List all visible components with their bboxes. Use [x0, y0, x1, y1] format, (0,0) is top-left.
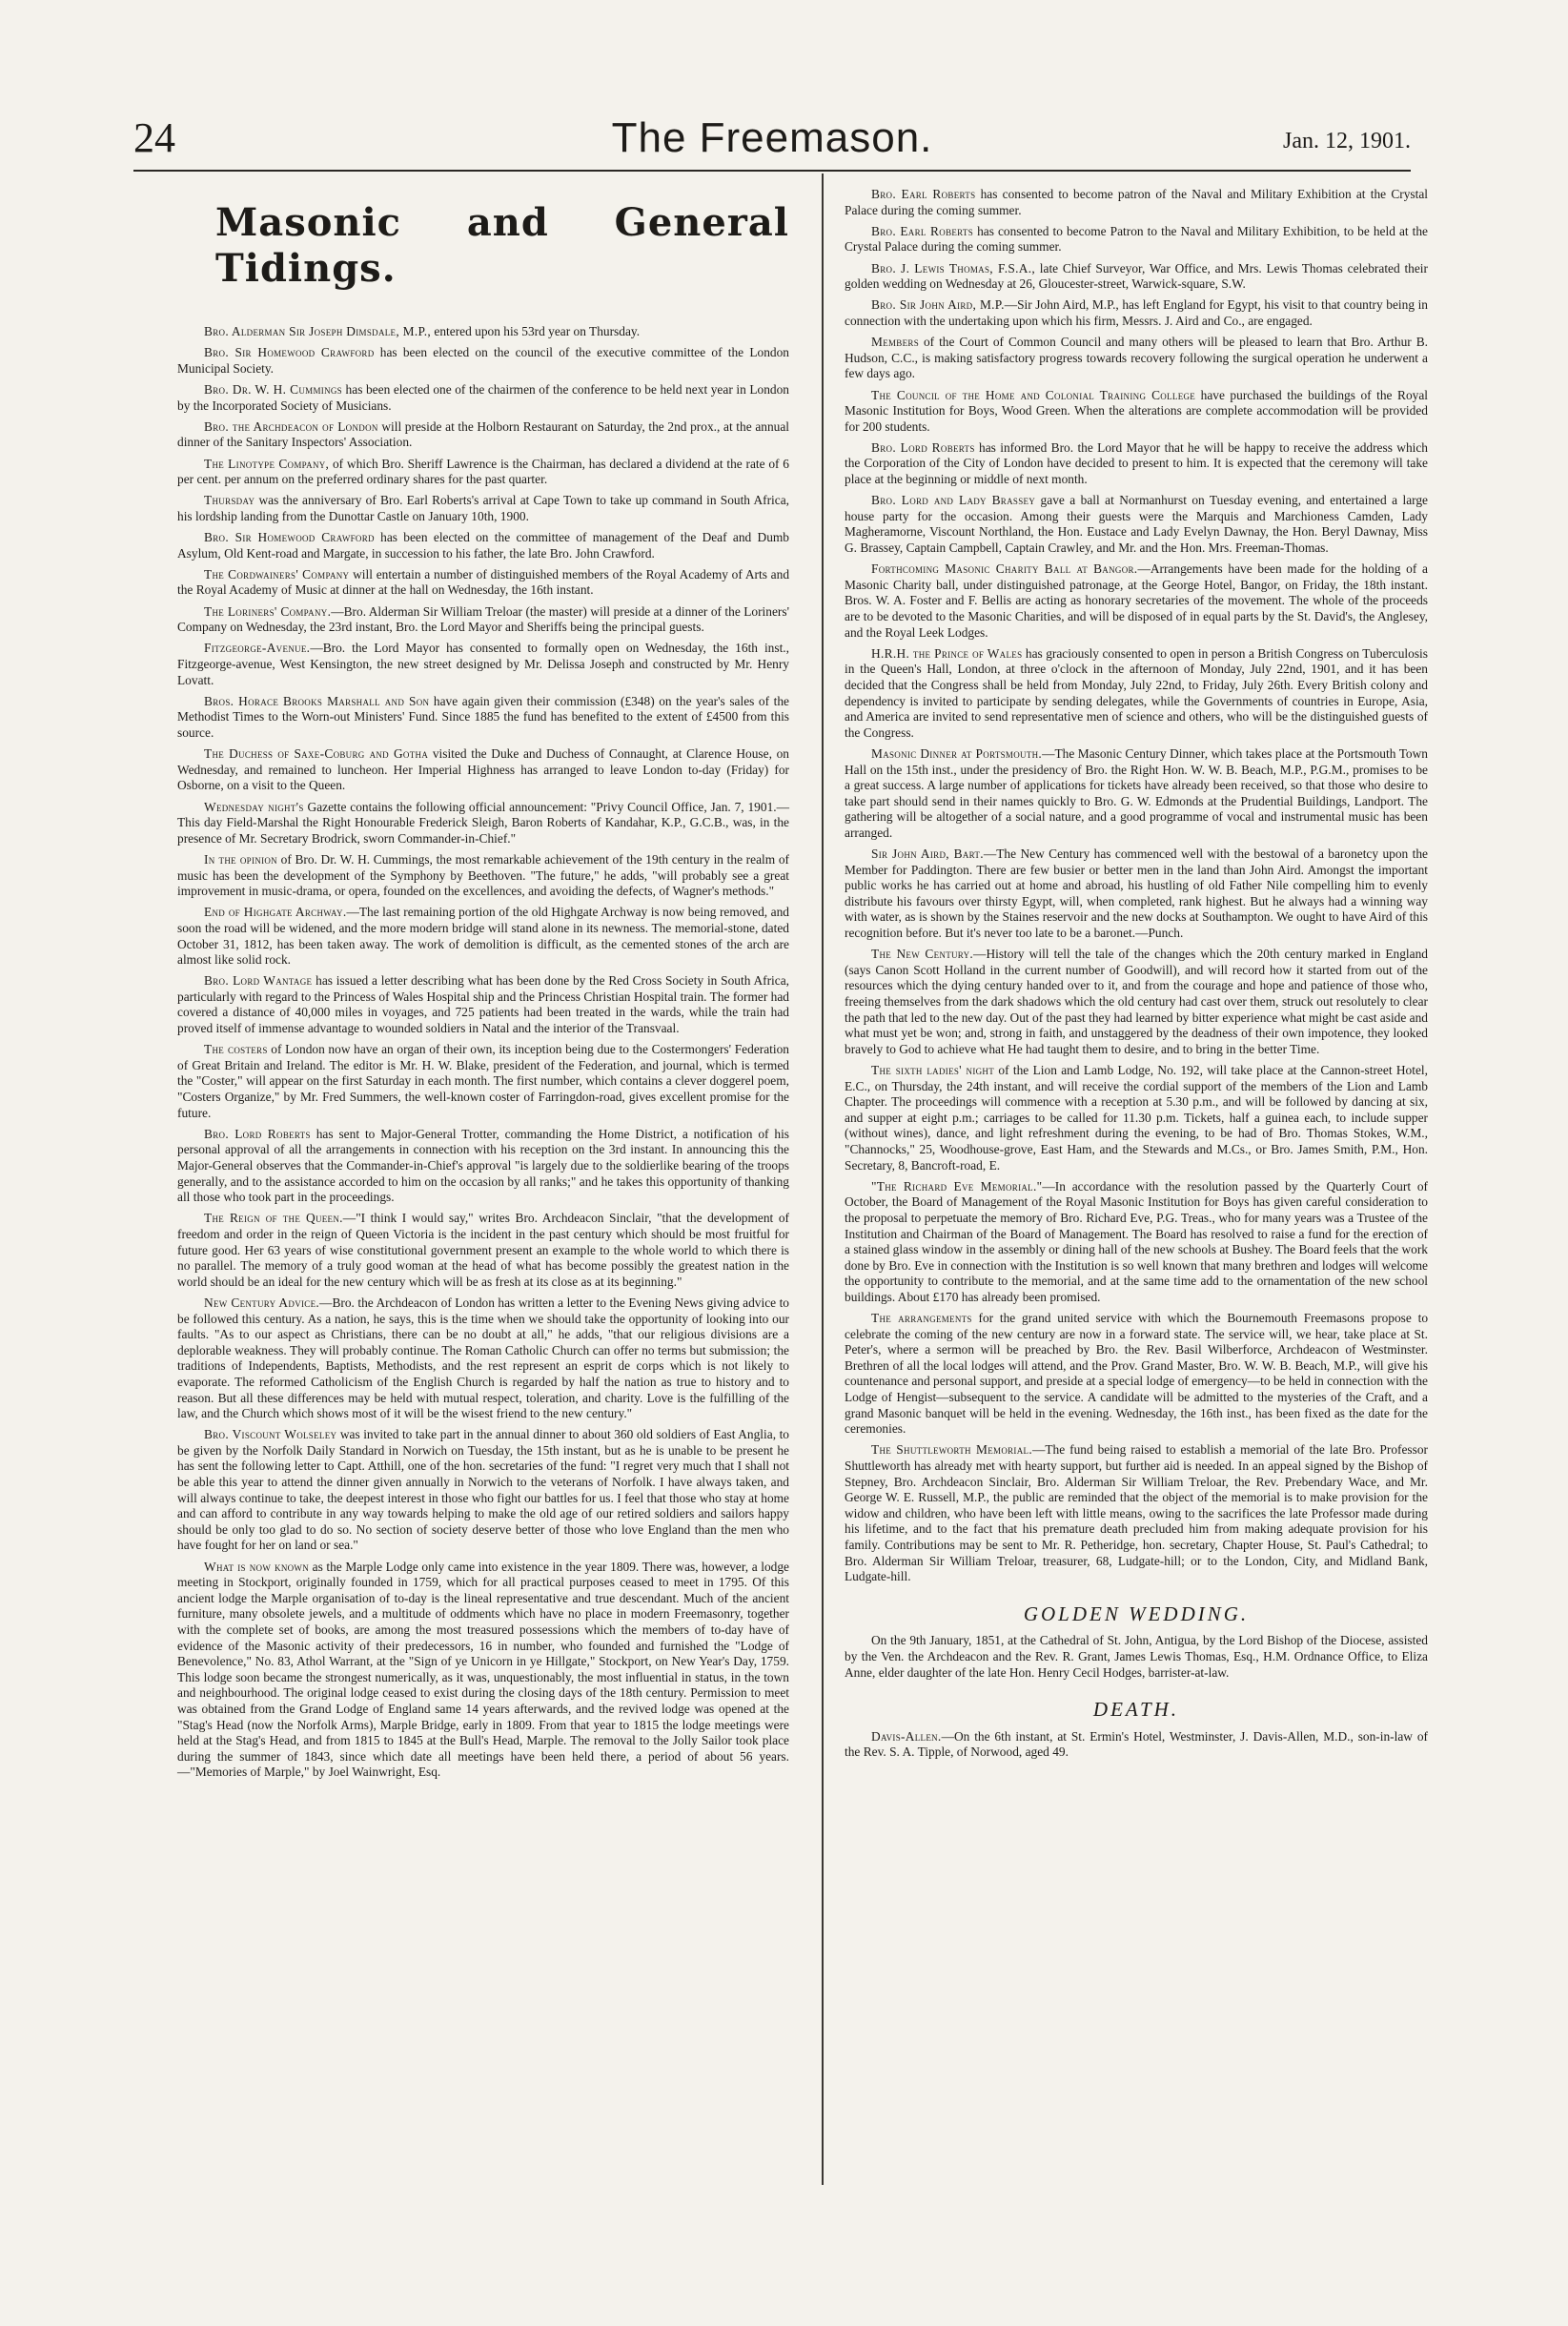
news-item	[177, 746, 789, 794]
item-text: has been elected one of the chairmen of the conference to be held next year in London by the Incorporated Society of Musicians.	[177, 381, 790, 413]
news-item	[177, 1560, 789, 1781]
item-lead: The Cordwainers' Company	[204, 566, 350, 582]
news-item	[177, 1127, 789, 1206]
item-lead: Bro. Dr. W. H. Cummings	[204, 381, 342, 397]
news-item	[845, 224, 1428, 255]
item-text: has been elected on the committee of management of the Deaf and Dumb Asylum, Old Kent-road and Margate, in succession to his father, the late Bro. John Crawford.	[177, 530, 789, 561]
item-text: —Bro. Alderman Sir William Treloar (the master) will preside at a dinner of the Loriners' Company on Wednesday, the 23rd instant, Bro. the Lord Mayor and Sheriffs being the principal guests.	[177, 603, 789, 635]
news-item	[177, 905, 789, 968]
item-text: —Bro. the Archdeacon of London has written a letter to the Evening News giving advice to be followed this century. As a nation, he says, this is the time when we should take the opportunity of looking into our faults. "As to our aspect as Christians, there can be no doubt at all," he adds, "that our religious divisions are a deplorable weakness. They will probably continue. The Roman Catholic Church can offer no terms but submission; the traditions of Independents, Baptists, Methodists, and the rest represent an esprit de corps which is not likely to evaporate. The reformed Catholicism of the English Church is regarded by half the nation as true to history and to reason. But all these differences may be held with mutual respect, toleration, and charity. Love is the fulfilling of the law, and the Church which shows most of it will be the wisest friend to the new century."	[177, 1295, 789, 1421]
item-lead: Bro. Viscount Wolseley	[204, 1427, 337, 1442]
news-item	[177, 1296, 789, 1422]
news-item	[177, 1427, 789, 1554]
news-item	[845, 1063, 1428, 1173]
news-item	[845, 847, 1428, 942]
item-lead: Bro. Sir Homewood Crawford	[204, 345, 375, 360]
item-text: has graciously consented to open in person a British Congress on Tuberculosis in the Queen's Hall, London, at three o'clock in the afternoon of Monday, July 22nd, 1901, and it has been decided that the Congress shall be held from Monday, July 22nd, to Friday, July 26th. Every British colony and dependency is invited to participate by sending delegates, while the Governments of countries in Europe, Asia, and America are invited to send representative men of science and others, who will be the distinguished guests of the Congress.	[845, 645, 1428, 740]
item-text: —The last remaining portion of the old Highgate Archway is now being removed, and soon the road will be widened, and the more modern bridge will stand alone in its newness. The memorial-stone, dated October 31, 1812, has been taken away. The work of demolition is difficult, as the cemented stones of the arch are almost like solid rock.	[177, 905, 789, 968]
news-item	[177, 852, 789, 900]
news-item	[845, 335, 1428, 382]
item-text: —History will tell the tale of the changes which the 20th century marked in England (says Canon Scott Holland in the current number of Goodwill), and will record how it started from out of the resources which the dying century handed over to it, and from the courage and hope and patience of those who, freeing themselves from the dark shadows which the old century had cast over them, struck out resolutely to clear the path that led to the new day. Out of the past they had learned by bitter experience what might be cast aside and what must yet be won; and, strong in faith, and unstaggered by the deadness of their own impotence, they looked bravely to God to achieve what He had taught them to desire, and to bring in the better Time.	[845, 947, 1428, 1056]
item-text: of the Lion and Lamb Lodge, No. 192, will take place at the Cannon-street Hotel, E.C., on Thursday, the 24th instant, and will receive the cordial support of the members of the Lion and Lamb Chapter. The proceedings will commence with a reception at 5.30 p.m., and will be followed by dancing at six, and supper at eight p.m.; carriages to be called for 11.30 p.m. Tickets, half a guinea each, to include supper (without wines), dance, and light refreshment during the evening, to be had of Bro. Thomas Stokes, W.M., "Channocks," 25, Woodhouse-grove, East Ham, and the Stewards and M.Cs., or Bro. James Smith, P.M., Hon. Secretary, 8, Bancroft-road, E.	[845, 1063, 1428, 1173]
news-item	[845, 1311, 1428, 1438]
item-text: Gazette contains the following official announcement: "Privy Council Office, Jan. 7, 1901.—This day Field-Marshal the Right Honourable Frederick Sleigh, Baron Roberts of Kandahar, K.P., G.C.B., was, in the presence of Mr. Secretary Brodrick, sworn Commander-in-Chief."	[177, 799, 790, 846]
column-divider	[822, 173, 824, 2185]
item-text: has consented to become Patron to the Naval and Military Exhibition, to be held at the Crystal Palace during the coming summer.	[845, 223, 1428, 255]
item-text: entered upon his 53rd year on Thursday.	[431, 324, 641, 338]
item-text: —The Masonic Century Dinner, which takes place at the Portsmouth Town Hall on the 15th inst., under the presidency of Bro. the Right Hon. W. W. B. Beach, M.P., P.G.M., promises to be a great success. A large number of applications for tickets have already been received, so that those who desire to take part should send in their names quickly to Bro. G. W. Edmonds at the Prudential Buildings, Landport. The gathering will be altogether of a social nature, and a good programme of vocal and instrumental music has been arranged.	[845, 745, 1428, 840]
news-item	[845, 440, 1428, 488]
page-number: 24	[133, 114, 175, 161]
item-lead: The sixth ladies' night	[871, 1063, 995, 1077]
news-item	[177, 345, 789, 377]
item-text: —The New Century has commenced well with the bestowal of a baronetcy upon the Member for Paddington. There are few busier or better men in the land than John Aird. Amongst the important public works he has carried out at home and abroad, his hustling of old Father Nile compelling him to evenly distribute his favours over thirsty Egypt, will, when completed, rank highest. But he always had a winning way with water, as is shown by the Staines reservoir and the new docks at Southampton. We ought to have Aird of this recognition before. But it's never too late to be a baronet.—Punch.	[845, 847, 1428, 941]
item-lead: Masonic Dinner at Portsmouth.	[871, 745, 1043, 761]
masthead	[133, 112, 1411, 164]
news-item	[845, 388, 1428, 436]
item-lead: Bro. Lord and Lady Brassey	[871, 493, 1036, 508]
item-lead: Bro. J. Lewis Thomas, F.S.A.,	[871, 260, 1035, 275]
news-item	[177, 1211, 789, 1290]
issue-date: Jan. 12, 1901.	[1283, 129, 1411, 153]
section-title: Masonic and General Tidings.	[215, 200, 789, 291]
item-lead: The Linotype Company,	[204, 456, 330, 471]
item-text: —Arrangements have been made for the holding of a Masonic Charity ball, under distinguished patronage, at the George Hotel, Bangor, on Friday, the 18th instant. Bros. W. A. Foster and F. Bellis are acting as honorary secretaries of the movement. The whole of the proceeds are to be devoted to the Masonic Charities, and will be disposed of in equal parts by the St. David's, the Anglesey, and the Royal Leek Lodges.	[845, 561, 1428, 640]
news-item	[845, 561, 1428, 641]
item-lead: End of Highgate Archway.	[204, 905, 347, 920]
item-lead: The Council of the Home and Colonial Training College	[871, 387, 1196, 402]
item-text: —"I think I would say," writes Bro. Archdeacon Sinclair, "that the development of freedom and order in the reign of Queen Victoria is the incident in the past century which should be most fruitful for future good. Her 63 years of wise constitutional government present an example to the whole world to which there is no parallel. The memory of a truly good woman at the head of what has become possibly the greatest nation in the world should be an ideal for the new century which will be as fresh at its close as at its beginning."	[177, 1211, 789, 1289]
item-text: gave a ball at Normanhurst on Tuesday evening, and entertained a large house party for the occasion. Among their guests were the Marquis and Marchioness Camden, Lady Magheramorne, Viscount Northland, the Hon. Eustace and Lady Evelyn Dawnay, the Hon. Beryl Dawnay, Miss G. Brassey, Captain Campbell, Captain Crawley, and Mr. and the Hon. Mrs. Freeman-Thomas.	[845, 493, 1428, 556]
item-text: visited the Duke and Duchess of Connaught, at Clarence House, on Wednesday, and remained to luncheon. Her Imperial Highness has arranged to leave London to-day (Friday) for Osborne, on a visit to the Queen.	[177, 746, 789, 793]
item-lead: Bro. Lord Wantage	[204, 973, 313, 989]
news-item	[177, 324, 789, 340]
item-lead: H.R.H. the Prince of Wales	[871, 645, 1023, 661]
item-lead: Fitzgeorge-Avenue.	[204, 641, 311, 656]
item-lead: What is now known	[204, 1559, 310, 1574]
item-lead: The arrangements	[871, 1311, 972, 1326]
left-column	[177, 177, 789, 1786]
item-lead: Bro. the Archdeacon of London	[204, 418, 378, 434]
item-lead: In the opinion	[204, 851, 277, 867]
golden-wedding-notice: On the 9th January, 1851, at the Cathedral of St. John, Antigua, by the Lord Bishop of the Diocese, assisted by the Ven. the Archdeacon and the Rev. R. Grant, James Lewis Thomas, Esq., H.M. Ordnance Office, to Eliza Anne, elder daughter of the late Hon. Henry Cecil Hodges, barrister-at-law.	[845, 1633, 1428, 1680]
news-item	[845, 187, 1428, 218]
news-item	[177, 973, 789, 1036]
item-lead: The Loriners' Company.	[204, 603, 332, 619]
news-item	[177, 493, 789, 524]
item-lead: The Duchess of Saxe-Coburg and Gotha	[204, 746, 429, 762]
item-lead: The New Century.	[871, 947, 974, 962]
news-item	[177, 567, 789, 599]
news-item	[177, 694, 789, 742]
news-item	[177, 641, 789, 688]
news-item	[177, 457, 789, 488]
news-item	[845, 261, 1428, 293]
item-text: has issued a letter describing what has been done by the Red Cross Society in South Africa, particularly with regard to the Princess of Wales Hospital ship and the Princess Christian Hospital train. The former had covered a distance of 40,000 miles in voyages, and 725 patients had been treated in the wards, while the train had proved itself of immense advantage to wounded soldiers in Natal and the interior of the Transvaal.	[177, 973, 789, 1036]
item-lead: Bro. Lord Roberts	[204, 1126, 311, 1141]
item-lead: Bro. Lord Roberts	[871, 439, 975, 455]
item-text: have purchased the buildings of the Royal Masonic Institution for Boys, Wood Green. When the alterations are complete accommodation will be provided for 200 students.	[845, 387, 1429, 434]
death-notice	[845, 1729, 1428, 1761]
item-text: has sent to Major-General Trotter, commanding the Home District, a notification of his personal approval of all the arrangements in connection with his reception on the 3rd instant. In announcing this the Major-General observes that the Commander-in-Chief's approval "is largely due to the soldierlike bearing of the troops generally, and to the assistance accorded to him on the occasion by all ranks;" and he takes this opportunity of thanking all those who took part in the proceedings.	[177, 1126, 790, 1205]
death-notice-text: —On the 6th instant, at St. Ermin's Hotel, Westminster, J. Davis-Allen, M.D., son-in-law of the Rev. S. A. Tipple, of Norwood, aged 49.	[845, 1728, 1428, 1760]
item-lead: Bro. Earl Roberts	[871, 187, 976, 201]
news-item	[177, 419, 789, 451]
item-text: —The fund being raised to establish a memorial of the late Bro. Professor Shuttleworth has already met with hearty support, but further aid is needed. In an appeal signed by the Bishop of Stepney, Bro. Archdeacon Sinclair, Bro. Alderman Sir William Treloar, the Rev. Prebendary Wace, and Mr. George W. E. Russell, M.P., the public are reminded that the object of the memorial is to make provision for the widow and children, who have been left with little means, owing to the sacrifices the late Professor made during his lifetime, and to the fact that his premature death precluded him from making adequate provision for his family. Contributions may be sent to Mr. R. Petheridge, hon. secretary, Chapter House, St. Paul's Cathedral; to Bro. Alderman Sir William Treloar, treasurer, 68, Ludgate-hill; or to the London, City, and Midland Bank, Ludgate-hill.	[845, 1442, 1428, 1584]
item-lead: The costers	[204, 1042, 268, 1057]
news-item	[845, 297, 1428, 329]
item-lead: Wednesday night's	[204, 799, 304, 814]
item-text: have again given their commission (£348) on the year's sales of the Methodist Times to the Worn-out Ministers' Fund. Since 1885 the fund has benefited to the extent of £4500 from this source.	[177, 693, 789, 740]
item-text: was the anniversary of Bro. Earl Roberts's arrival at Cape Town to take up command in South Africa, his lordship landing from the Dunottar Castle on January 10th, 1900.	[177, 493, 789, 523]
item-lead: New Century Advice.	[204, 1295, 320, 1310]
news-item	[177, 800, 789, 847]
news-item	[845, 1179, 1428, 1306]
item-lead: The Shuttleworth Memorial.	[871, 1442, 1032, 1458]
item-text: has been elected on the council of the executive committee of the London Municipal Society.	[177, 345, 789, 376]
item-text: as the Marple Lodge only came into existence in the year 1809. There was, however, a lodge meeting in Stockport, originally founded in 1759, which for all practical purposes ceased to meet in 1795. Of this ancient lodge the Marple organisation of to-day is the lineal representative and true descendant. Much of the ancient furniture, many obsolete jewels, and a multitude of oddments which have no place in modern Freemasonry, together with the complete set of books, are among the most treasured possessions which the members of to-day have of evidence of the Masonic activity of their predecessors, 16 in number, who founded and furnished the "Lodge of Benevolence," No. 83, Athol Warrant, at the "Sign of ye Unicorn in ye Hillgate," Stockport, on New Year's Day, 1759. This lodge soon became the strongest numerically, as it was, unquestionably, the most influential in status, in the town and neighbourhood. The original lodge ceased to exist during the closing days of the 18th century. Permission to meet was obtained from the Grand Lodge of England same 14 years afterwards, and the revived lodge was opened at the "Stag's Head (now the Norfolk Arms), Marple Bridge, early in 1809. From that year to 1815 the lodge meetings were held at the Stag's Head, and from 1815 to 1845 at the Bull's Head, Marple. The removal to the Jolly Sailor took place during the summer of 1843, since which date all meetings have been held there, a period of about 56 years.—"Memories of Marple," by Joel Wainwright, Esq.	[177, 1559, 789, 1780]
item-text: for the grand united service with which the Bournemouth Freemasons propose to celebrate the coming of the new century are now in a forward state. The service will, we hear, take place at St. Peter's, where a sermon will be preached by Bro. the Rev. Basil Wilberforce, Archdeacon of Westminster. Brethren of all the local lodges will attend, and the Prov. Grand Master, Bro. W. W. B. Beach, M.P., will give his countenance and personal support, and preside at a special lodge of emergency—to be held in connection with the Lodge of Hengist—subsequent to the service. A candidate will be admitted to the mysteries of the Craft, and a grand Masonic banquet will be held in the evening. Wednesday, the 16th inst., has been fixed as the date for the ceremonies.	[845, 1311, 1429, 1437]
right-column	[845, 187, 1428, 1766]
item-text: of London now have an organ of their own, its inception being due to the Costermongers' Federation of Great Britain and Ireland. The editor is Mr. H. W. Blake, president of the Federation, and journal, which is termed the "Coster," will appear on the first Saturday in each month. The first number, which contains a clever doggerel poem, "Costers Organize," by Mr. Fred Summers, the well-known coster of Farringdon-road, gives excellent promise for the future.	[177, 1042, 790, 1120]
item-text: —In accordance with the resolution passed by the Quarterly Court of October, the Board of Management of the Royal Masonic Institution for Boys has given careful consideration to the proposal to perpetuate the memory of Bro. Richard Eve, P.G. Treas., who for many years was a Trustee of the Institution and Chairman of the Board of Management. The Board has resolved to raise a fund for the erection of a stained glass window in the assembly or dining hall of the new schools at Bushey. The Board feels that the work done by Bro. Eve in connection with the Institution is so well known that many brethren and lodges will welcome the opportunity to contribute to the memorial, and at the same time add to the ornamentation of the new school buildings. About £170 has already been promised.	[845, 1178, 1428, 1304]
news-item	[845, 746, 1428, 842]
item-text: of the Court of Common Council and many others will be pleased to learn that Bro. Arthur B. Hudson, C.C., is making satisfactory progress towards recovery following the surgical operation he underwent a few days ago.	[845, 335, 1428, 381]
news-item	[845, 1442, 1428, 1584]
item-lead: Bro. Sir John Aird, M.P.	[871, 297, 1005, 313]
death-heading: DEATH.	[1092, 1698, 1180, 1722]
item-text: has consented to become patron of the Naval and Military Exhibition at the Crystal Palace during the coming summer.	[845, 187, 1428, 217]
item-lead: Sir John Aird, Bart.	[871, 847, 984, 862]
news-item	[845, 646, 1428, 742]
item-lead: Thursday	[204, 493, 255, 508]
news-item	[177, 382, 789, 414]
item-lead: Forthcoming Masonic Charity Ball at Bangor.	[871, 561, 1138, 577]
death-notice-lead: Davis-Allen.	[871, 1728, 942, 1744]
item-text: —Sir John Aird, M.P., has left England for Egypt, his visit to that country being in connection with the undertaking upon which his firm, Messrs. J. Aird and Co., are engaged.	[845, 297, 1428, 328]
item-text: was invited to take part in the annual dinner to about 360 old soldiers of East Anglia, to be given by the Norfolk Daily Standard in Norwich on Tuesday, the 15th instant, but as he is unable to be present he has sent the following letter to Capt. Atthill, one of the hon. secretaries of the fund: "I regret very much that I shall not be able this year to attend the dinner given annually in Norwich to the veterans of Norfolk. I have always taken, and will always continue to take, the deepest interest in those who fight our battles for us. I feel that those who stay at home and can afford to contribute in any way towards helping to make the old age of our retired soldiers and sailors happy should be only too glad to do so. No section of society deserve better of those who love England than the men who have fought for her on land or sea."	[177, 1427, 789, 1553]
item-lead: Bro. Earl Roberts	[871, 223, 974, 238]
news-item	[177, 530, 789, 561]
item-lead: Bro. Alderman Sir Joseph Dimsdale, M.P.,	[204, 324, 432, 338]
item-lead: The Reign of the Queen.	[204, 1211, 343, 1226]
publication-title: The Freemason.	[611, 114, 933, 161]
item-lead: Bro. Sir Homewood Crawford	[204, 530, 375, 545]
item-text: has informed Bro. the Lord Mayor that he will be happy to receive the address which the Corporation of the City of London have decided to present to him. It is expected that the ceremony will take place at the beginning or middle of next month.	[845, 439, 1428, 487]
news-item	[845, 493, 1428, 556]
item-lead: "The Richard Eve Memorial."	[871, 1178, 1043, 1194]
item-lead: Members	[871, 335, 920, 350]
item-text: of which Bro. Sheriff Lawrence is the Chairman, has declared a dividend at the rate of 6 per cent. per annum on the preferred ordinary shares for the past quarter.	[177, 456, 789, 487]
item-text: of Bro. Dr. W. H. Cummings, the most remarkable achievement of the 19th century in the realm of music has been the development of the Symphony by Beethoven. "The future," he adds, "will probably see a great improvement in music-drama, or opera, founded on the excellences, and avoiding the defects, of Wagner's methods."	[177, 851, 789, 899]
item-lead: Bros. Horace Brooks Marshall and Son	[204, 693, 430, 708]
news-item	[177, 604, 789, 636]
item-text: late Chief Surveyor, War Office, and Mrs. Lewis Thomas celebrated their golden wedding on Wednesday at 26, Gloucester-street, Warwick-square, S.W.	[845, 260, 1428, 292]
item-text: will preside at the Holborn Restaurant on Saturday, the 2nd prox., at the annual dinner of the Sanitary Inspectors' Association.	[177, 418, 790, 450]
golden-wedding-heading: GOLDEN WEDDING.	[1023, 1602, 1250, 1625]
item-text: —Bro. the Lord Mayor has consented to formally open on Wednesday, the 16th inst., Fitzgeorge-avenue, West Kensington, the new street designed by Mr. Delissa Joseph and constructed by Mr. Henry Lovatt.	[177, 641, 789, 687]
masthead-rule	[133, 170, 1411, 172]
news-item	[845, 947, 1428, 1057]
news-item	[177, 1042, 789, 1121]
item-text: will entertain a number of distinguished members of the Royal Academy of Arts and the Royal Academy of Music at dinner at the hall on Wednesday, the 16th instant.	[177, 566, 790, 598]
